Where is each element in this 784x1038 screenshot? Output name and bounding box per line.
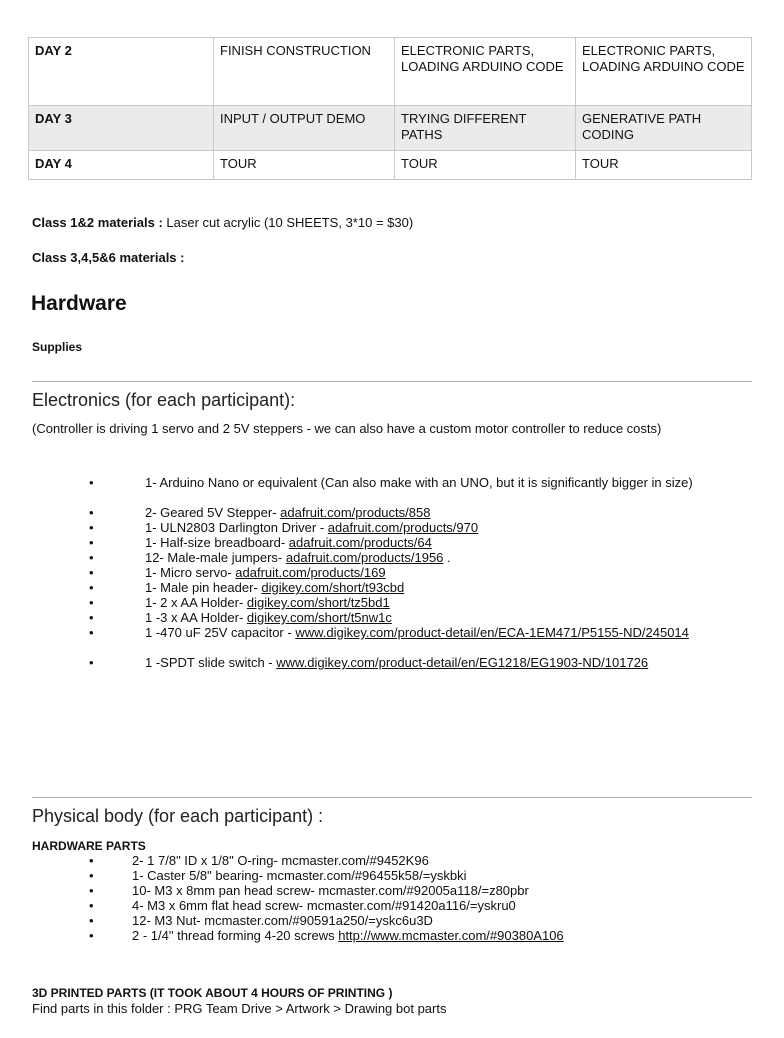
list-item: • 1 -SPDT slide switch - www.digikey.com/product-detail/en/EG1218/EG1903-ND/101726	[89, 655, 649, 670]
supplies-label: Supplies	[32, 340, 83, 354]
bullet-icon: •	[89, 505, 94, 520]
table-row	[29, 106, 752, 151]
table-cell: TOUR	[395, 151, 576, 180]
link[interactable]: digikey.com/short/t5nw1c	[246, 610, 392, 625]
electronics-heading: Electronics (for each participant):	[32, 390, 296, 410]
link[interactable]: www.digikey.com/product-detail/en/EG1218/EG1903-ND/101726	[276, 655, 649, 670]
table-cell: INPUT / OUTPUT DEMO	[214, 106, 395, 151]
list-item: • 4- M3 x 6mm flat head screw- mcmaster.com/#91420a116/=yskru0	[89, 898, 516, 913]
list-item: • 1- Micro servo- adafruit.com/products/169	[89, 565, 386, 580]
list-item: • 1- Male pin header- digikey.com/short/t93cbd	[89, 580, 405, 595]
link[interactable]: adafruit.com/products/64	[288, 535, 432, 550]
list-item: • 12- M3 Nut- mcmaster.com/#90591a250/=yskc6u3D	[89, 913, 433, 928]
schedule-table	[28, 37, 752, 180]
table-cell: TOUR	[214, 151, 395, 180]
bullet-icon: •	[89, 550, 94, 565]
bullet-icon: •	[89, 580, 94, 595]
link[interactable]: adafruit.com/products/1956	[285, 550, 444, 565]
bullet-icon: •	[89, 913, 94, 928]
bullet-icon: •	[89, 883, 94, 898]
table-row	[29, 38, 752, 106]
bullet-icon: •	[89, 520, 94, 535]
link[interactable]: adafruit.com/products/169	[235, 565, 386, 580]
list-item: • 12- Male-male jumpers- adafruit.com/products/1956 .	[89, 550, 451, 565]
list-item: • 1- ULN2803 Darlington Driver - adafruit.com/products/970	[89, 520, 479, 535]
list-item: • 1- 2 x AA Holder- digikey.com/short/tz5bd1	[89, 595, 390, 610]
class3456-label: Class 3,4,5&6 materials :	[32, 250, 185, 265]
electronics-list	[32, 475, 756, 685]
table-row	[29, 151, 752, 180]
list-item: • 1- Caster 5/8" bearing- mcmaster.com/#96455k58/=yskbki	[89, 868, 467, 883]
table-cell: GENERATIVE PATH CODING	[576, 106, 752, 151]
day-cell: DAY 4	[29, 151, 214, 180]
hardware-parts-list	[32, 853, 756, 943]
printed-parts-label: 3D PRINTED PARTS (IT TOOK ABOUT 4 HOURS OF PRINTING )	[32, 986, 393, 1000]
table-cell: ELECTRONIC PARTS, LOADING ARDUINO CODE	[576, 38, 752, 106]
bullet-icon: •	[89, 928, 94, 943]
list-item: • 2 - 1/4" thread forming 4-20 screws http://www.mcmaster.com/#90380A106	[89, 928, 564, 943]
link[interactable]: digikey.com/short/tz5bd1	[246, 595, 390, 610]
printed-parts-text: Find parts in this folder : PRG Team Drive > Artwork > Drawing bot parts	[32, 1001, 447, 1016]
class12-label: Class 1&2 materials :	[32, 215, 163, 230]
table-cell: TOUR	[576, 151, 752, 180]
list-item: • 1- Arduino Nano or equivalent (Can also make with an UNO, but it is significantly bigger in size)	[89, 475, 693, 490]
bullet-icon: •	[89, 868, 94, 883]
list-item: • 10- M3 x 8mm pan head screw- mcmaster.com/#92005a118/=z80pbr	[89, 883, 529, 898]
table-cell: TRYING DIFFERENT PATHS	[395, 106, 576, 151]
bullet-icon: •	[89, 475, 94, 490]
bullet-icon: •	[89, 565, 94, 580]
link[interactable]: adafruit.com/products/970	[327, 520, 479, 535]
list-item: • 2- Geared 5V Stepper- adafruit.com/products/858	[89, 505, 431, 520]
list-item: • 1- Half-size breadboard- adafruit.com/products/64	[89, 535, 432, 550]
class12-materials	[32, 215, 413, 231]
bullet-icon: •	[89, 853, 94, 868]
hardware-heading: Hardware	[31, 292, 127, 315]
list-item: • 1 -470 uF 25V capacitor - www.digikey.com/product-detail/en/ECA-1EM471/P5155-ND/245014	[89, 625, 689, 640]
link[interactable]: digikey.com/short/t93cbd	[261, 580, 405, 595]
bullet-icon: •	[89, 610, 94, 625]
class12-text: Laser cut acrylic (10 SHEETS, 3*10 = $30)	[162, 215, 414, 230]
link[interactable]: http://www.mcmaster.com/#90380A106	[338, 928, 564, 943]
list-item: • 2- 1 7/8" ID x 1/8" O-ring- mcmaster.com/#9452K96	[89, 853, 429, 868]
bullet-icon: •	[89, 535, 94, 550]
link[interactable]: www.digikey.com/product-detail/en/ECA-1EM471/P5155-ND/245014	[295, 625, 689, 640]
table-cell: FINISH CONSTRUCTION	[214, 38, 395, 106]
divider	[32, 381, 752, 382]
hardware-parts-label: HARDWARE PARTS	[32, 839, 146, 853]
day-cell: DAY 2	[29, 38, 214, 106]
day-cell: DAY 3	[29, 106, 214, 151]
electronics-note: (Controller is driving 1 servo and 2 5V steppers - we can also have a custom motor controller to reduce costs)	[32, 421, 662, 436]
list-item: • 1 -3 x AA Holder- digikey.com/short/t5nw1c	[89, 610, 392, 625]
link[interactable]: adafruit.com/products/858	[280, 505, 431, 520]
bullet-icon: •	[89, 655, 94, 670]
bullet-icon: •	[89, 898, 94, 913]
bullet-icon: •	[89, 595, 94, 610]
physical-heading: Physical body (for each participant) :	[32, 806, 324, 826]
table-cell: ELECTRONIC PARTS, LOADING ARDUINO CODE	[395, 38, 576, 106]
bullet-icon: •	[89, 625, 94, 640]
divider	[32, 797, 752, 798]
